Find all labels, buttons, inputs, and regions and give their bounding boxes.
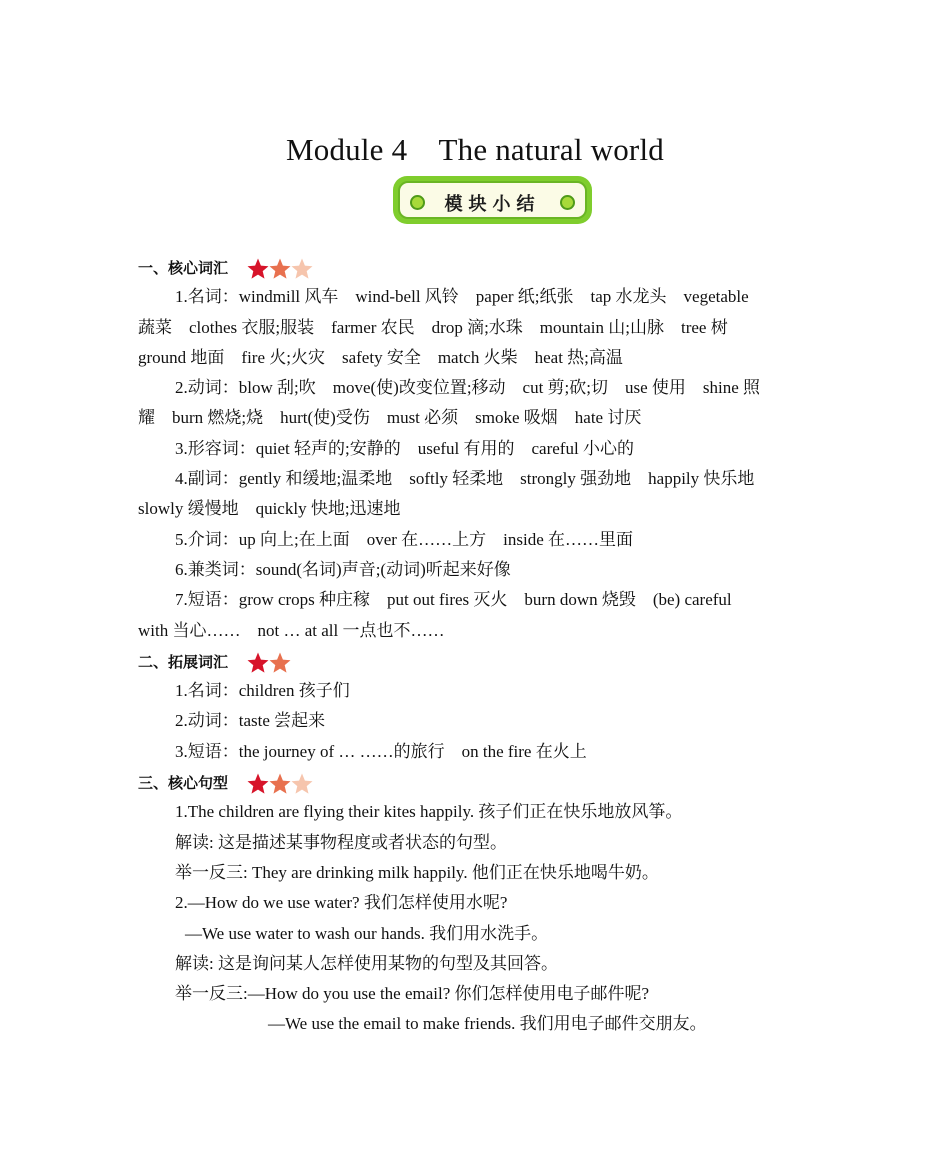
star-icon xyxy=(268,772,292,796)
rating-stars xyxy=(246,768,312,798)
star-icon xyxy=(246,257,270,281)
star-icon xyxy=(290,257,314,281)
sentence-line: 2.—How do we use water? 我们怎样使用水呢? xyxy=(175,893,508,913)
sentence-line: 举一反三:—How do you use the email? 你们怎样使用电子邮件呢? xyxy=(175,984,650,1004)
star-icon xyxy=(246,651,270,675)
section-heading-core-vocab xyxy=(138,252,818,282)
section-label: 二、拓展词汇 xyxy=(138,652,229,671)
vocab-line: slowly 缓慢地 quickly 快地;迅速地 xyxy=(138,499,401,519)
vocab-line: 2.动词：blow 刮;吹 move(使)改变位置;移动 cut 剪;砍;切 use 使用 shine 照 xyxy=(175,378,761,398)
rating-stars xyxy=(246,253,312,283)
summary-content xyxy=(138,252,818,1040)
badge-right-dot-icon xyxy=(560,195,575,210)
module-summary-badge xyxy=(393,176,592,224)
page-title: Module 4 The natural world xyxy=(286,132,664,167)
section-heading-extended-vocab xyxy=(138,646,818,676)
vocab-line: 3.形容词：quiet 轻声的;安静的 useful 有用的 careful 小心的 xyxy=(175,438,634,458)
sentence-line: 解读: 这是询问某人怎样使用某物的句型及其回答。 xyxy=(175,953,558,973)
section-heading-core-sentences xyxy=(138,767,818,797)
sentence-line: 1.The children are flying their kites happily. 孩子们正在快乐地放风筝。 xyxy=(175,802,683,822)
vocab-line: 耀 burn 燃烧;烧 hurt(使)受伤 must 必须 smoke 吸烟 hate 讨厌 xyxy=(138,408,642,428)
sentence-line: —We use the email to make friends. 我们用电子邮件交朋友。 xyxy=(268,1014,707,1034)
star-icon xyxy=(268,257,292,281)
vocab-line: 3.短语：the journey of … ……的旅行 on the fire 在火上 xyxy=(175,741,587,761)
sentence-line: 解读: 这是描述某事物程度或者状态的句型。 xyxy=(175,832,507,852)
vocab-line: 1.名词：windmill 风车 wind-bell 风铃 paper 纸;纸张 tap 水龙头 vegetable xyxy=(175,287,749,307)
vocab-line: with 当心…… not … at all 一点也不…… xyxy=(138,620,445,640)
vocab-line: 5.介词：up 向上;在上面 over 在……上方 inside 在……里面 xyxy=(175,529,634,549)
vocab-line: ground 地面 fire 火;火灾 safety 安全 match 火柴 heat 热;高温 xyxy=(138,347,623,367)
vocab-line: 6.兼类词：sound(名词)声音;(动词)听起来好像 xyxy=(175,559,511,579)
vocab-line: 2.动词：taste 尝起来 xyxy=(175,711,326,731)
rating-stars xyxy=(246,647,290,677)
sentence-line: 举一反三: They are drinking milk happily. 他们正在快乐地喝牛奶。 xyxy=(175,862,659,882)
vocab-line: 7.短语：grow crops 种庄稼 put out fires 灭火 burn down 烧毁 (be) careful xyxy=(175,590,732,610)
vocab-line: 蔬菜 clothes 衣服;服装 farmer 农民 drop 滴;水珠 mountain 山;山脉 tree 树 xyxy=(138,317,728,337)
star-icon xyxy=(290,772,314,796)
vocab-line: 1.名词：children 孩子们 xyxy=(175,681,350,701)
star-icon xyxy=(268,651,292,675)
section-label: 一、核心词汇 xyxy=(138,258,229,277)
section-label: 三、核心句型 xyxy=(138,773,229,792)
star-icon xyxy=(246,772,270,796)
vocab-line: 4.副词：gently 和缓地;温柔地 softly 轻柔地 strongly 强劲地 happily 快乐地 xyxy=(175,469,755,489)
badge-label: 模块小结 xyxy=(444,194,541,215)
sentence-line: —We use water to wash our hands. 我们用水洗手。 xyxy=(185,923,549,943)
